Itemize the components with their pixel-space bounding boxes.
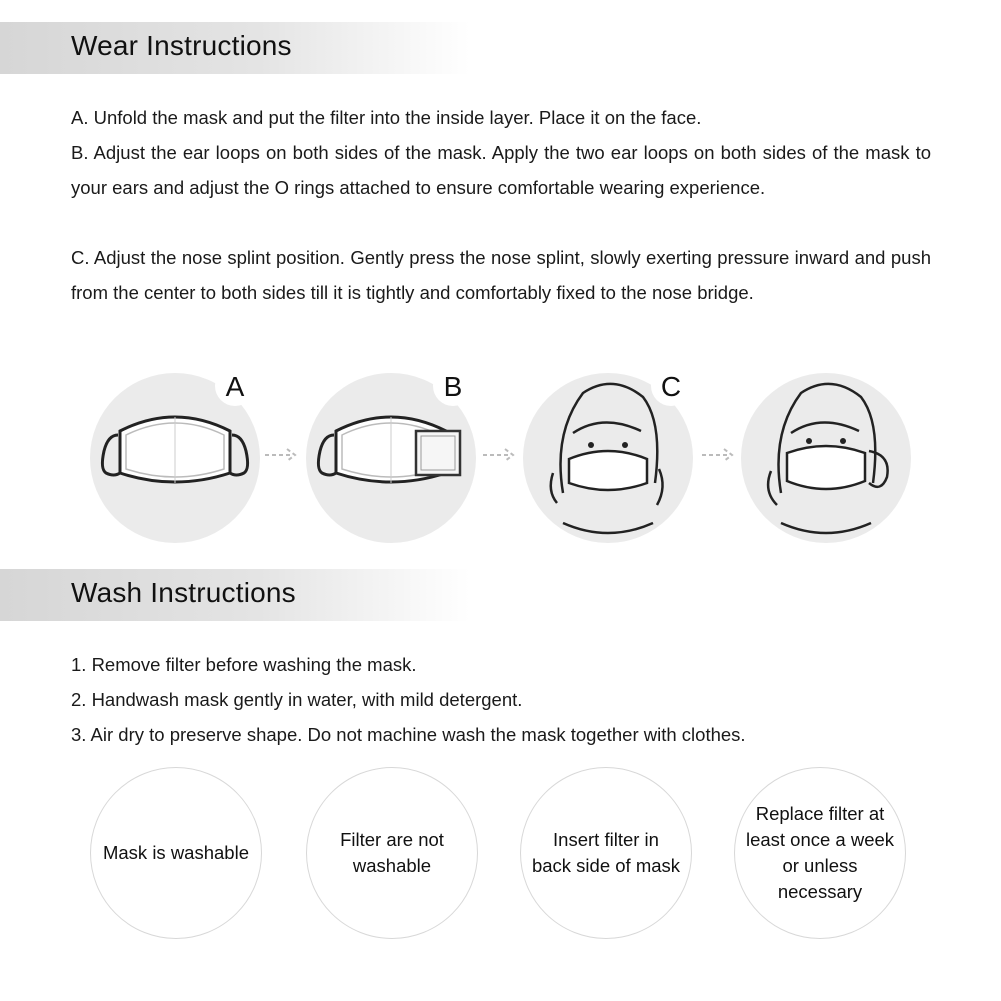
wash-tip-insert-filter: [520, 767, 692, 939]
wash-step-3: 3. Air dry to preserve shape. Do not machine wash the mask together with clothes.: [71, 724, 746, 745]
wear-step-b: B. Adjust the ear loops on both sides of the mask. Apply the two ear loops on both sides of the mask to your ears and adjust the O rings attached to ensure comfortable wearing experience.: [71, 142, 931, 198]
wash-tip-label: Filter are not washable: [340, 829, 444, 876]
dashed-arrow-right-icon: [481, 447, 517, 463]
step-letter-a: A: [215, 366, 255, 406]
wash-instructions-title: Wash Instructions: [71, 577, 296, 608]
wash-tip-label: Mask is washable: [102, 842, 249, 863]
woman-wearing-mask-icon: [741, 373, 911, 543]
wash-tip-mask-washable: [90, 767, 262, 939]
illustration-d: [741, 373, 911, 543]
wash-instructions-header: [0, 569, 470, 621]
wash-tip-label: Insert filter in back side of mask: [531, 829, 681, 876]
wear-instructions-title: Wear Instructions: [71, 30, 292, 61]
dashed-arrow-right-icon: [700, 447, 736, 463]
wash-tip-replace-filter: [734, 767, 906, 939]
wash-tip-filter-not-washable: [306, 767, 478, 939]
wash-step-2: 2. Handwash mask gently in water, with mild detergent.: [71, 689, 523, 710]
step-letter-b: B: [433, 366, 473, 406]
wear-step-c: C. Adjust the nose splint position. Gently press the nose splint, slowly exerting pressure inward and push from the center to both sides till it is tightly and comfortably fixed to the nose bridge.: [71, 247, 931, 303]
wear-step-a: A. Unfold the mask and put the filter into the inside layer. Place it on the face.: [71, 107, 702, 128]
step-letter-c: C: [651, 366, 691, 406]
wear-instructions-header: [0, 22, 470, 74]
wash-tip-label: Replace filter at least once a week or unless necessary: [745, 803, 895, 902]
dashed-arrow-right-icon: [263, 447, 299, 463]
wash-step-1: 1. Remove filter before washing the mask.: [71, 654, 417, 675]
